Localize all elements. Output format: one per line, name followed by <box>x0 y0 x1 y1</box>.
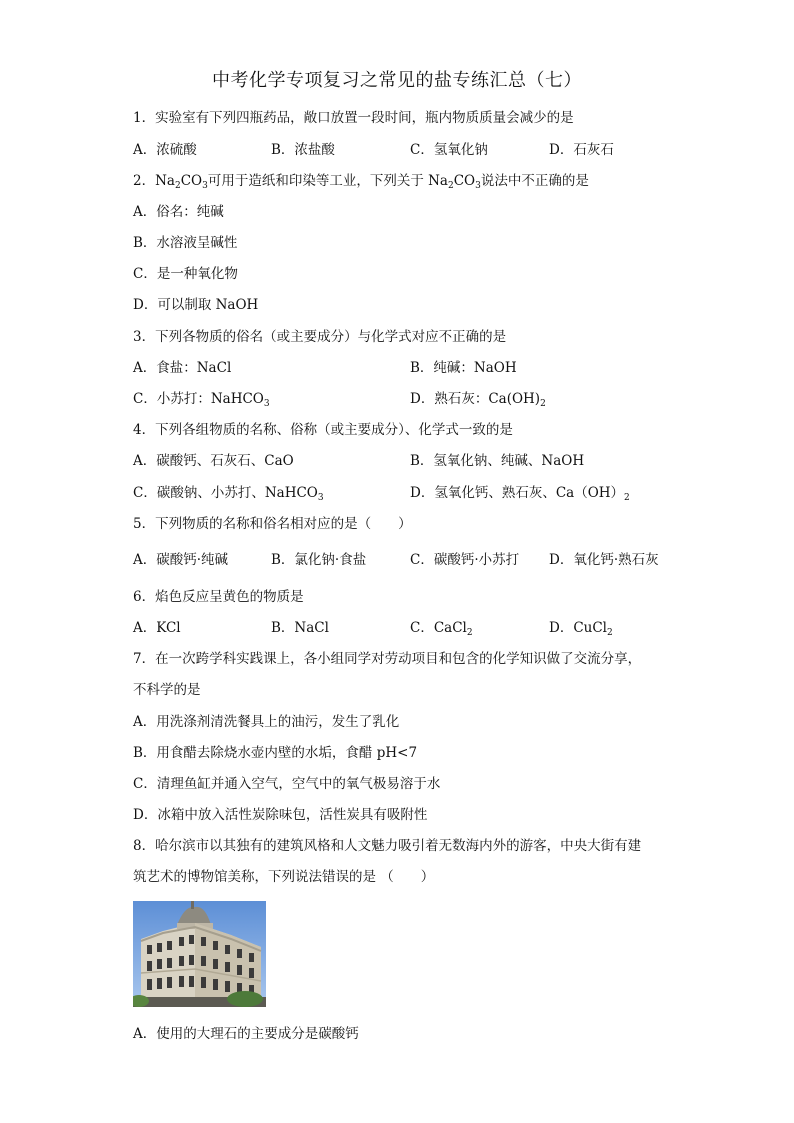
q2-sub-1: 2 <box>174 181 181 191</box>
question-7-option-d: D．冰箱中放入活性炭除味包，活性炭具有吸附性 <box>133 807 428 823</box>
q2-sub-3: 2 <box>447 181 454 191</box>
question-7-option-b: B．用食醋去除烧水壶内壁的水垢，食醋 pH<7 <box>133 745 418 761</box>
q4c-text: C．碳酸钠、小苏打、NaHCO <box>133 485 318 501</box>
question-1-option-a: A．浓硫酸 <box>133 142 197 158</box>
q4c-sub: 3 <box>317 493 324 503</box>
question-5-option-b: B．氯化钠·食盐 <box>271 552 367 568</box>
q2-sub-4: 3 <box>475 181 481 191</box>
question-4-option-a: A．碳酸钙、石灰石、CaO <box>133 453 294 469</box>
question-7-stem-line-1: 7．在一次跨学科实践课上，各小组同学对劳动项目和包含的化学知识做了交流分享， <box>133 651 642 667</box>
question-6-option-b: B．NaCl <box>271 620 329 636</box>
page-title: 中考化学专项复习之常见的盐专练汇总（七） <box>212 70 582 91</box>
q2-text-1: 2．Na <box>133 173 175 189</box>
q2-sub-2: 3 <box>202 181 208 191</box>
q2-text-3: 可用于造纸和印染等工业，下列关于 Na <box>207 173 448 189</box>
question-5-option-d: D．氧化钙·熟石灰 <box>549 552 659 568</box>
question-2-stem <box>133 172 589 190</box>
q2-text-5: 说法中不正确的是 <box>480 173 589 189</box>
q6c-text: C．CaCl <box>410 620 467 636</box>
question-5-option-a: A．碳酸钙·纯碱 <box>133 552 229 568</box>
question-1-option-b: B．浓盐酸 <box>271 142 335 158</box>
question-2-option-b: B．水溶液呈碱性 <box>133 235 238 251</box>
question-2-option-d: D．可以制取 NaOH <box>133 297 259 313</box>
question-7-stem-line-2: 不科学的是 <box>133 682 201 698</box>
question-1-stem: 1．实验室有下列四瓶药品，敞口放置一段时间，瓶内物质质量会减少的是 <box>133 110 574 126</box>
q4d-text: D．氢氧化钙、熟石灰、Ca（OH） <box>410 485 625 501</box>
question-3-option-a: A．食盐：NaCl <box>133 360 232 376</box>
q3d-sub: 2 <box>540 399 546 409</box>
question-3-option-d <box>410 390 546 408</box>
q2-text-4: CO <box>453 173 476 189</box>
question-3-option-c <box>133 390 270 408</box>
q3c-text: C．小苏打：NaHCO <box>133 391 264 407</box>
question-5-stem: 5．下列物质的名称和俗名相对应的是（ ） <box>133 516 412 532</box>
question-4-stem: 4．下列各组物质的名称、俗称（或主要成分）、化学式一致的是 <box>133 422 513 438</box>
question-8-option-a: A．使用的大理石的主要成分是碳酸钙 <box>133 1026 359 1042</box>
question-6-option-c <box>410 619 473 637</box>
question-4-option-d <box>410 484 630 502</box>
question-4-option-b: B．氢氧化钠、纯碱、NaOH <box>410 453 585 469</box>
question-2-option-a: A．俗名：纯碱 <box>133 204 224 220</box>
question-6-stem: 6．焰色反应呈黄色的物质是 <box>133 589 304 605</box>
q2-text-2: CO <box>180 173 203 189</box>
question-4-option-c <box>133 484 324 502</box>
question-6-option-a: A．KCl <box>133 620 181 636</box>
question-8-stem-line-2: 筑艺术的博物馆美称，下列说法错误的是 （ ） <box>133 869 435 885</box>
q6d-text: D．CuCl <box>549 620 607 636</box>
question-7-option-a: A．用洗涤剂清洗餐具上的油污，发生了乳化 <box>133 714 400 730</box>
question-7-option-c: C．清理鱼缸并通入空气，空气中的氧气极易溶于水 <box>133 776 441 792</box>
q6d-sub: 2 <box>607 628 613 638</box>
q3d-text: D．熟石灰：Ca(OH) <box>410 391 541 407</box>
question-8-stem-line-1: 8．哈尔滨市以其独有的建筑风格和人文魅力吸引着无数海内外的游客，中央大街有建 <box>133 838 642 854</box>
question-1-option-c: C．氢氧化钠 <box>410 142 488 158</box>
q3c-sub: 3 <box>263 399 270 409</box>
question-1-option-d: D．石灰石 <box>549 142 614 158</box>
building-illustration <box>133 901 266 1007</box>
q6c-sub: 2 <box>466 628 473 638</box>
question-6-option-d <box>549 619 613 637</box>
question-5-option-c: C．碳酸钙·小苏打 <box>410 552 520 568</box>
question-2-option-c: C．是一种氧化物 <box>133 266 238 282</box>
museum-building-photo <box>133 901 266 1007</box>
question-3-stem: 3．下列各物质的俗名（或主要成分）与化学式对应不正确的是 <box>133 329 507 345</box>
q4d-sub: 2 <box>624 493 630 503</box>
question-3-option-b: B．纯碱：NaOH <box>410 360 517 376</box>
